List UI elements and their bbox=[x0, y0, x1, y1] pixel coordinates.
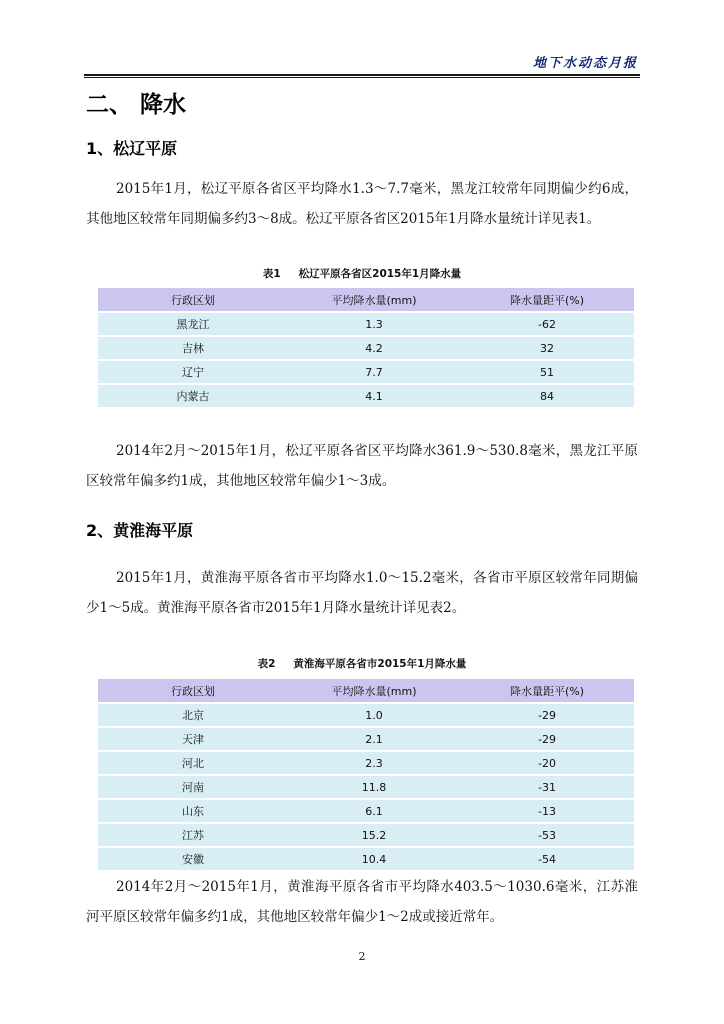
table-row bbox=[98, 799, 634, 823]
table-cell: 天津 bbox=[98, 727, 288, 751]
table-cell: 山东 bbox=[98, 799, 288, 823]
table-cell: 7.7 bbox=[288, 360, 460, 384]
table-cell: 吉林 bbox=[98, 336, 288, 360]
table-cell: 2.3 bbox=[288, 751, 460, 775]
table1 bbox=[98, 288, 634, 407]
table-cell: 北京 bbox=[98, 703, 288, 727]
column-header: 行政区划 bbox=[98, 288, 288, 312]
table-cell: 1.0 bbox=[288, 703, 460, 727]
table-cell: -13 bbox=[460, 799, 634, 823]
table-row bbox=[98, 775, 634, 799]
table2-title: 黄淮海平原各省市2015年1月降水量 bbox=[293, 658, 467, 670]
table-cell: 2.1 bbox=[288, 727, 460, 751]
table-cell: -62 bbox=[460, 312, 634, 336]
table-row bbox=[98, 823, 634, 847]
table-row bbox=[98, 847, 634, 870]
table1-number: 表1 bbox=[262, 268, 281, 280]
table-cell: -29 bbox=[460, 727, 634, 751]
subsection-title-songliao: 1、松辽平原 bbox=[86, 139, 178, 158]
table-cell: 江苏 bbox=[98, 823, 288, 847]
paragraph-huanghuaihai-jan: 2015年1月，黄淮海平原各省市平均降水1.0～15.2毫米，各省市平原区较常年同期偏少1～5成。黄淮海平原各省市2015年1月降水量统计详见表2。 bbox=[86, 570, 638, 616]
column-header: 降水量距平(%) bbox=[460, 679, 634, 703]
table-cell: 11.8 bbox=[288, 775, 460, 799]
table-cell: 河南 bbox=[98, 775, 288, 799]
table2-number: 表2 bbox=[257, 658, 276, 670]
table1-title: 松辽平原各省区2015年1月降水量 bbox=[298, 268, 462, 280]
column-header: 行政区划 bbox=[98, 679, 288, 703]
table-cell: -54 bbox=[460, 847, 634, 870]
column-header: 降水量距平(%) bbox=[460, 288, 634, 312]
table-cell: 6.1 bbox=[288, 799, 460, 823]
table-row bbox=[98, 336, 634, 360]
table-row bbox=[98, 703, 634, 727]
table1-caption bbox=[86, 266, 638, 281]
table-header-row bbox=[98, 679, 634, 703]
table-row bbox=[98, 312, 634, 336]
table-row bbox=[98, 751, 634, 775]
page-number: 2 bbox=[358, 950, 366, 963]
table-cell: -20 bbox=[460, 751, 634, 775]
table-cell: 32 bbox=[460, 336, 634, 360]
section-title: 二、 降水 bbox=[86, 92, 187, 118]
table-cell: -29 bbox=[460, 703, 634, 727]
header-rule-thin bbox=[84, 77, 640, 78]
table-cell: 4.2 bbox=[288, 336, 460, 360]
table-cell: 河北 bbox=[98, 751, 288, 775]
column-header: 平均降水量(mm) bbox=[288, 288, 460, 312]
column-header: 平均降水量(mm) bbox=[288, 679, 460, 703]
table-header-row bbox=[98, 288, 634, 312]
paragraph-songliao-year: 2014年2月～2015年1月，松辽平原各省区平均降水361.9～530.8毫米，黑龙江平原区较常年偏多约1成，其他地区较常年偏少1～3成。 bbox=[86, 443, 638, 489]
table-cell: 84 bbox=[460, 384, 634, 407]
table-cell: 辽宁 bbox=[98, 360, 288, 384]
table-cell: 51 bbox=[460, 360, 634, 384]
table-row bbox=[98, 727, 634, 751]
table-cell: 1.3 bbox=[288, 312, 460, 336]
table-cell: 10.4 bbox=[288, 847, 460, 870]
subsection-title-huanghuaihai: 2、黄淮海平原 bbox=[86, 521, 194, 540]
table-cell: 15.2 bbox=[288, 823, 460, 847]
table-cell: 内蒙古 bbox=[98, 384, 288, 407]
table2-caption bbox=[86, 656, 638, 671]
table-cell: -53 bbox=[460, 823, 634, 847]
table-row bbox=[98, 384, 634, 407]
table-cell: 安徽 bbox=[98, 847, 288, 870]
table-cell: -31 bbox=[460, 775, 634, 799]
paragraph-songliao-jan: 2015年1月，松辽平原各省区平均降水1.3～7.7毫米，黑龙江较常年同期偏少约6成，其他地区较常年同期偏多约3～8成。松辽平原各省区2015年1月降水量统计详见表1。 bbox=[86, 181, 638, 227]
table-row bbox=[98, 360, 634, 384]
table-cell: 4.1 bbox=[288, 384, 460, 407]
report-header-title: 地下水动态月报 bbox=[532, 56, 638, 71]
header-rule bbox=[84, 74, 640, 76]
paragraph-huanghuaihai-year: 2014年2月～2015年1月，黄淮海平原各省市平均降水403.5～1030.6毫米，江苏淮河平原区较常年偏多约1成，其他地区较常年偏少1～2成或接近常年。 bbox=[86, 879, 638, 925]
table-cell: 黑龙江 bbox=[98, 312, 288, 336]
table2 bbox=[98, 679, 634, 870]
